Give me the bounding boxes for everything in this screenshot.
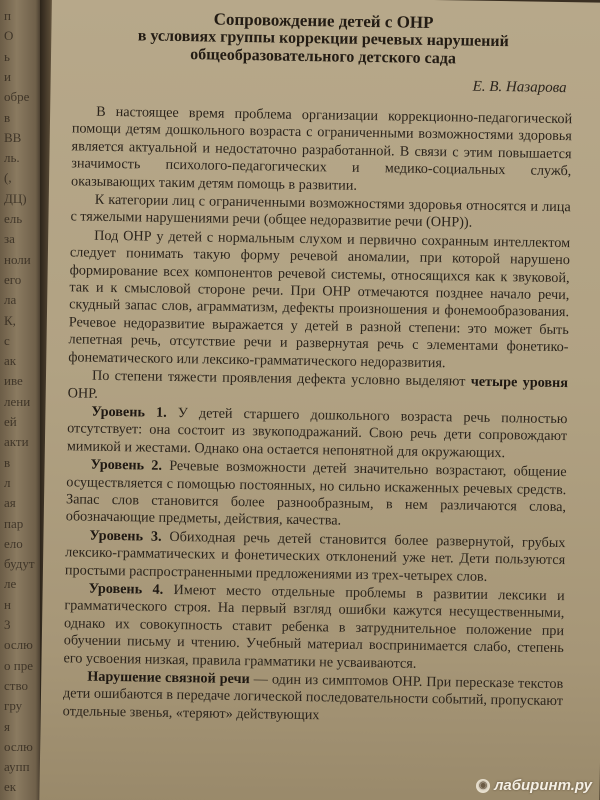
left-page-fragment: иве [4, 373, 23, 389]
left-page-fragment: ель [4, 211, 23, 226]
level-1-label: Уровень 1. [91, 403, 167, 421]
coherent-speech-text: — один из симптомов ОНР. При пересказе текстов дети ошибаются в передаче логической последовательности событий, пропускают отдельные звенья, «теряют» действующих [62, 671, 564, 724]
left-page-fragment: гру [4, 698, 23, 714]
left-page-fragment: ль. [4, 150, 20, 166]
left-page-fragment: ле [4, 576, 17, 592]
left-page-fragment: аупп [4, 759, 30, 775]
left-page-fragment: лени [4, 393, 31, 409]
watermark [476, 777, 592, 794]
paragraph-level-4 [63, 580, 564, 675]
title-line-2: в условиях группы коррекции речевых нарушений [137, 27, 509, 51]
paragraph-category: К категории лиц с ограниченными возможностями здоровья относятся и лица с тяжелыми нарушениями речи (общее недоразвитие речи (ОНР)). [70, 191, 571, 232]
left-page-fragment: л [4, 474, 11, 490]
left-page-fragment: (, [4, 170, 12, 186]
left-page-fragment: о пре [4, 657, 33, 673]
article-title [73, 8, 574, 70]
title-line-3: общеобразовательного детского сада [190, 46, 457, 68]
left-page-fragment: обре [4, 89, 30, 105]
left-page-fragment: ДЦ) [4, 190, 27, 206]
left-page-fragment: с [4, 332, 10, 348]
left-page-fragment: ак [4, 353, 17, 369]
paragraph-level-2 [66, 456, 567, 533]
paragraph-level-3 [65, 527, 566, 587]
left-page-fragment: за [4, 231, 15, 247]
left-page-fragment: ослю [4, 738, 33, 754]
left-page-fragment: ослю [4, 637, 33, 653]
left-page-fragment: ая [4, 495, 16, 511]
title-line-1: Сопровождение детей с ОНР [213, 9, 434, 32]
author: Е. В. Назарова [472, 78, 567, 97]
level-2-label: Уровень 2. [90, 456, 163, 474]
coherent-speech-label: Нарушение связной речи [87, 668, 250, 688]
level-1-text: У детей старшего дошкольного возраста речь полностью отсутствует: она состоит из звукоподражаний. Свою речь дети сопровождают мимикой и жестами. Однако она остается непонятной для окружающих. [66, 404, 568, 461]
paragraph-intro: В настоящее время проблема организации коррекционно-педагогической помощи детям дошкольного возраста с ограниченными возможностями здоровья является актуальной и недостаточно разработанной. В связи с этим повышается значимость психолого-педагогических и медико-социальных служб, оказывающих таким детям помощь в развитии. [70, 103, 573, 194]
levels-intro-text: По степени тяжести проявления дефекта условно выделяют [91, 367, 466, 390]
left-page-fragment: О [4, 28, 14, 44]
level-4-label: Уровень 4. [88, 580, 164, 598]
left-page-fragment: ело [4, 535, 23, 551]
left-page-fragment: будут [4, 556, 35, 572]
left-page-fragment: ь [4, 48, 10, 64]
left-page-fragment: ек [4, 779, 17, 795]
paragraph-coherent-speech [63, 668, 564, 728]
level-2-text: Речевые возможности детей значительно возрастают, общение осуществляется с помощью постоянных, но сильно искаженных речевых средств. Запас слов становится более разнообразным, в нем различаются слова, обозначающие предметы, действия, качества. [65, 458, 567, 529]
left-page-fragment: и [4, 68, 11, 84]
left-page-fragment: я [4, 718, 10, 734]
right-page [39, 0, 600, 800]
article [63, 8, 574, 728]
level-3-label: Уровень 3. [89, 527, 162, 545]
left-page-fragment: п [4, 8, 11, 23]
level-3-text: Обиходная речь детей становится более развернутой, грубых лексико-грамматических и фонетических отклонений уже нет. Дети пользуются простыми распространенными предложениями из трех-четырех слов. [64, 528, 566, 585]
left-page-fragment: пар [4, 515, 24, 531]
left-page-fragment: его [4, 271, 22, 287]
left-page-fragment: в [4, 454, 11, 470]
paragraph-level-1 [67, 403, 568, 463]
left-page-fragment: ВВ [4, 129, 22, 145]
left-page-fragment: в [4, 109, 11, 125]
level-4-text: Имеют место отдельные проблемы в развитии лексики и грамматического строя. На первый взгляд ошибки кажутся несущественными, однако их совокупность ставит ребенка в затруднительное положение при обучении письму и чтению. Учебный материал воспринимается слабо, степень его усвоения низкая, правила грамматики не усваиваются. [63, 581, 565, 672]
left-page-fragment: н [4, 596, 11, 612]
paragraph-definition: Под ОНР у детей с нормальным слухом и первично сохранным интеллектом следует понимать такую форму речевой аномалии, при которой нарушено формирование всех компонентов речевой системы, относящихся как к звуковой, так и к смысловой стороне речи. При ОНР отмечаются позднее начало речи, скудный запас слов, аграмматизм, дефекты произношения и фонемообразования. Речевое недоразвитие выражается у детей в разной степени: это может быть лепетная речь, отсутствие речи и развернутая речь с элементами фонетико-фонематического или лексико-грамматического недоразвития. [68, 227, 571, 371]
levels-intro-bold: четыре уровня [470, 373, 569, 392]
left-page-fragment: 3 [4, 617, 11, 632]
watermark-logo-icon: ◉ [476, 779, 490, 793]
left-page-fragment: акти [4, 434, 29, 450]
watermark-text: лабиринт.ру [494, 777, 592, 794]
left-page-edge [0, 0, 42, 800]
left-page-fragment: ство [4, 677, 29, 693]
left-page-fragment: ла [4, 292, 17, 308]
levels-intro-end: ОНР. [67, 384, 99, 402]
left-page-fragment: К, [4, 312, 16, 328]
left-page-fragment: ей [4, 414, 17, 429]
left-page-fragment: ноли [4, 251, 31, 267]
